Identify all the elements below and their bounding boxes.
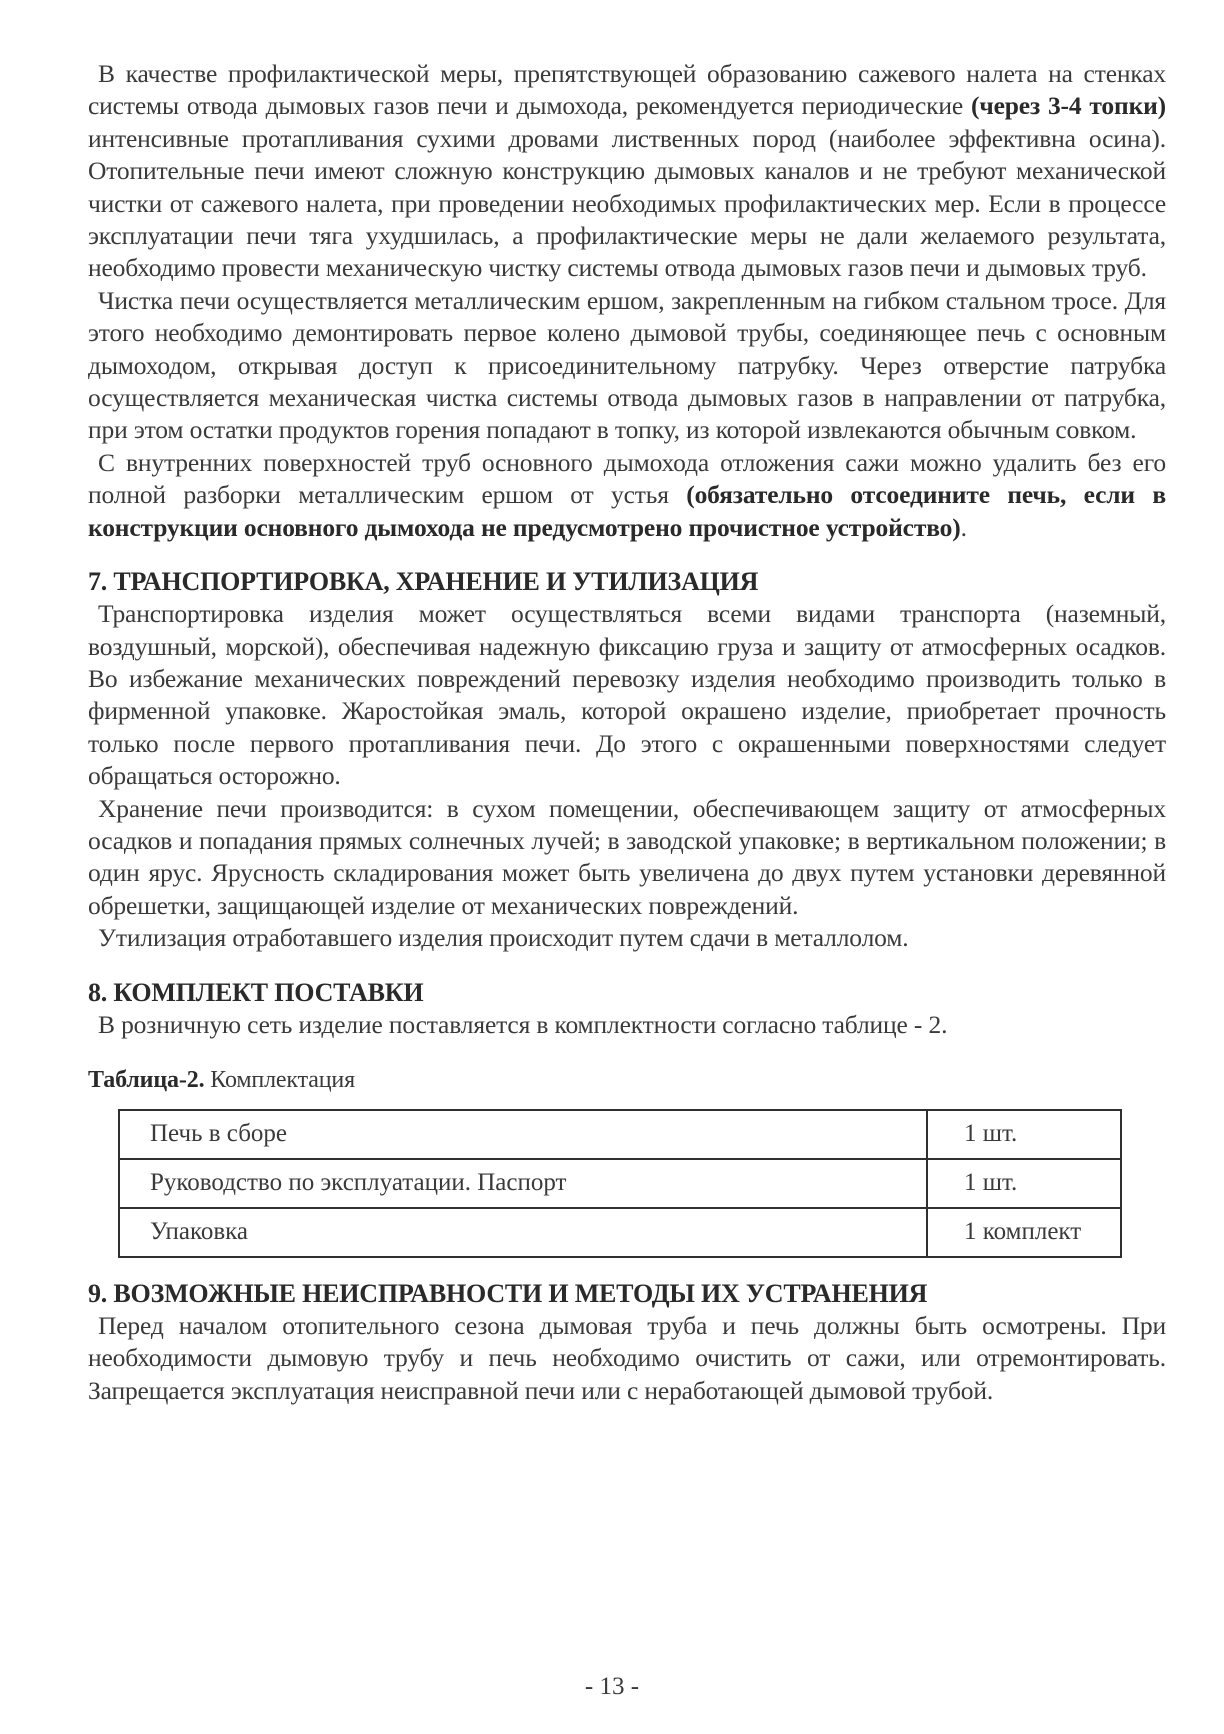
intro-p1-text-a: В качестве профилактической меры, препятствующей образованию сажевого налета на стенках системы отвода дымовых газов печи и дымохода, рекомендуется периодические xyxy=(88,59,1166,121)
table-cell-item: Упаковка xyxy=(119,1208,927,1257)
section-7-title: 7. ТРАНСПОРТИРОВКА, ХРАНЕНИЕ И УТИЛИЗАЦИЯ xyxy=(88,567,759,597)
intro-p1-text-b: интенсивные протапливания сухими дровами лиственных пород (наиболее эффективна осина). Отопительные печи имеют сложную конструкцию дымовых каналов и не требуют механической чистки от сажевого налета, при проведении необходимых профилактических мер. Если в процессе эксплуатации печи тяга ухудшилась, а профилактические меры не дали желаемого результата, необходимо провести механическую чистку системы отвода дымовых газов печи и дымовых труб. xyxy=(88,123,1166,283)
section-8-paragraph-1: В розничную сеть изделие поставляется в комплектности согласно таблице - 2. xyxy=(98,1009,948,1039)
intro-p3-bold: (обязательно отсоедините печь, если в конструкции основного дымохода не предусмотрено прочистное устройство) xyxy=(88,480,1167,542)
intro-p3-text-b: . xyxy=(960,512,967,542)
intro-p3-text-a: С внутренних поверхностей труб основного дымохода отложения сажи можно удалить без его полной разборки металлическим ершом от устья xyxy=(88,447,1166,510)
intro-paragraph-3 xyxy=(88,447,1166,544)
table-cell-qty: 1 комплект xyxy=(927,1208,1121,1257)
section-8-title: 8. КОМПЛЕКТ ПОСТАВКИ xyxy=(88,977,424,1007)
table-row xyxy=(119,1208,1121,1257)
section-9-paragraph-1: Перед началом отопительного сезона дымовая труба и печь должны быть осмотрены. При необходимости дымовую трубу и печь необходимо очистить от сажи, или отремонтировать. Запрещается эксплуатация неисправной печи или с неработающей дымовой трубой. xyxy=(88,1310,1166,1405)
table-cell-qty: 1 шт. xyxy=(927,1159,1121,1208)
section-7-paragraph-3: Утилизация отработавшего изделия происходит путем сдачи в металлолом. xyxy=(98,923,909,953)
intro-paragraph-2: Чистка печи осуществляется металлическим ершом, закрепленным на гибком стальном тросе. Для этого необходимо демонтировать первое колено дымовой трубы, соединяющее печь с основным дымоходом, открывая доступ к присоединительному патрубку. Через отверстие патрубка осуществляется механическая чистка системы отвода дымовых газов в направлении от патрубка, при этом остатки продуктов горения попадают в топку, из которой извлекаются обычным совком. xyxy=(88,285,1166,445)
table-caption-label: Таблица-2. xyxy=(88,1066,205,1093)
table-row xyxy=(119,1159,1121,1208)
document-page xyxy=(88,58,1166,1407)
table-row xyxy=(119,1110,1121,1159)
intro-p1-bold: (через 3-4 топки) xyxy=(971,91,1166,121)
page-number: - 13 - xyxy=(584,1673,640,1700)
table-cell-item: Печь в сборе xyxy=(119,1110,927,1159)
table-cell-item: Руководство по эксплуатации. Паспорт xyxy=(119,1159,927,1208)
section-7-paragraph-2: Хранение печи производится: в сухом помещении, обеспечивающем защиту от атмосферных осадков и попадания прямых солнечных лучей; в заводской упаковке; в вертикальном положении; в один ярус. Ярусность складирования может быть увеличена до двух путем установки деревянной обрешетки, защищающей изделие от механических повреждений. xyxy=(88,793,1166,920)
section-7-paragraph-1: Транспортировка изделия может осуществляться всеми видами транспорта (наземный, воздушный, морской), обеспечивая надежную фиксацию груза и защиту от атмосферных осадков. Во избежание механических повреждений перевозку изделия необходимо производить только в фирменной упаковке. Жаростойкая эмаль, которой окрашено изделие, приобретает прочность только после первого протапливания печи. До этого с окрашенными поверхностями следует обращаться осторожно. xyxy=(88,599,1166,791)
table-caption-text: Комплектация xyxy=(204,1066,356,1093)
table-caption xyxy=(88,1065,1166,1095)
section-9-title: 9. ВОЗМОЖНЫЕ НЕИСПРАВНОСТИ И МЕТОДЫ ИХ УСТРАНЕНИЯ xyxy=(88,1278,928,1308)
equipment-table xyxy=(118,1109,1122,1258)
table-cell-qty: 1 шт. xyxy=(927,1110,1121,1159)
intro-paragraph-1 xyxy=(88,58,1166,285)
